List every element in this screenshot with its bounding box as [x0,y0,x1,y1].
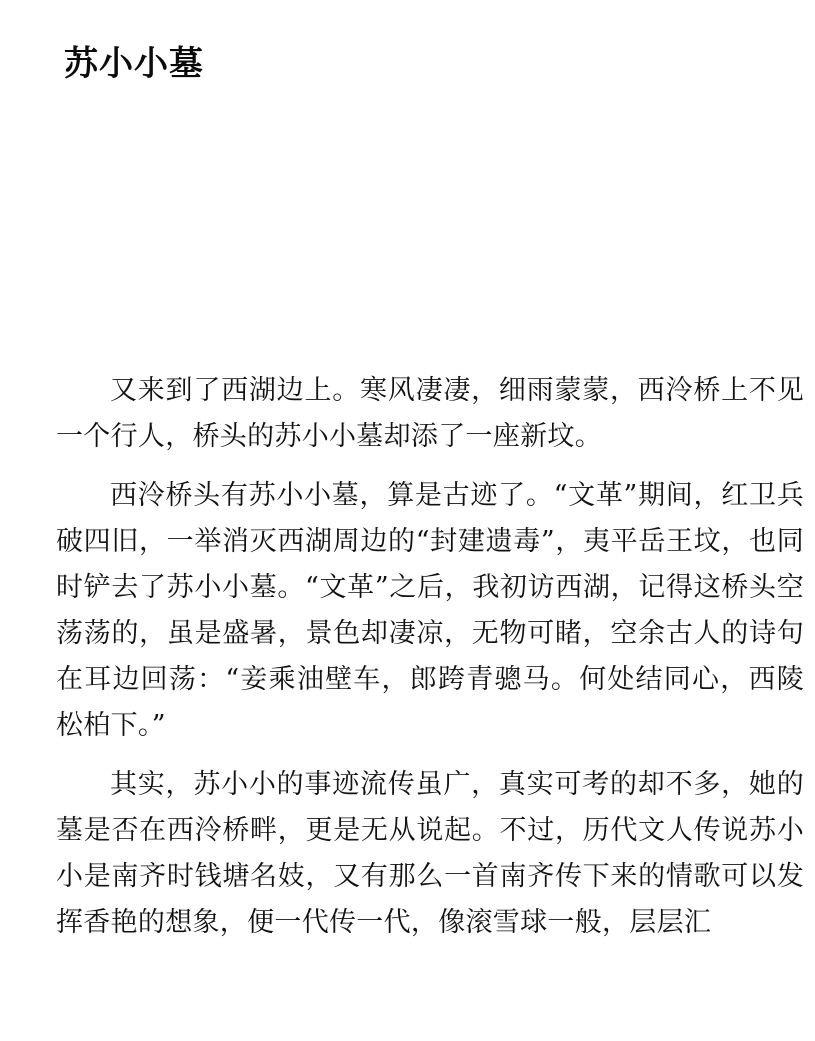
article-body [56,368,804,959]
paragraph-3: 其实，苏小小的事迹流传虽广，真实可考的却不多，她的墓是否在西泠桥畔，更是无从说起。不过，历代文人传说苏小小是南齐时钱塘名妓，又有那么一首南齐传下来的情歌可以发挥香艳的想象，便一代传一代，像滚雪球一般，层层汇 [56,769,804,938]
paragraph-1: 又来到了西湖边上。寒风凄凄，细雨蒙蒙，西泠桥上不见一个行人，桥头的苏小小墓却添了一座新坟。 [56,375,804,452]
page-title: 苏小小墓 [64,44,204,84]
paragraph-2: 西泠桥头有苏小小墓，算是古迹了。“文革”期间，红卫兵破四旧，一举消灭西湖周边的“封建遗毒”，夷平岳王坟，也同时铲去了苏小小墓。“文革”之后，我初访西湖，记得这桥头空荡荡的，虽是盛暑，景色却凄凉，无物可睹，空余古人的诗句在耳边回荡：“妾乘油壁车，郎跨青骢马。何处结同心，西陵松柏下。” [56,480,804,741]
